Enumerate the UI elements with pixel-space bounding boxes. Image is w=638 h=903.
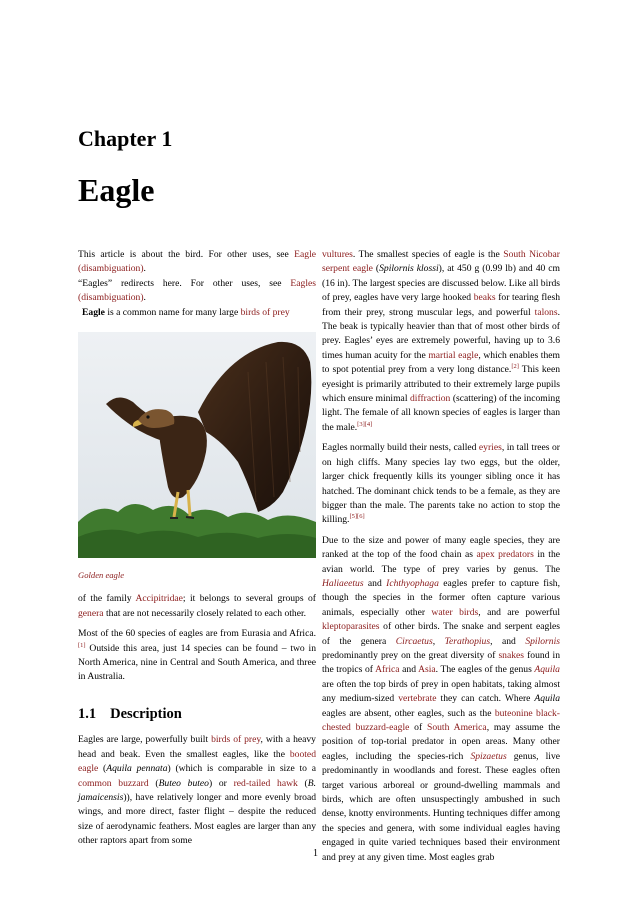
- link-asia[interactable]: Asia: [418, 664, 436, 676]
- link-vultures[interactable]: vultures: [322, 249, 353, 260]
- link-diffraction[interactable]: diffraction: [410, 393, 451, 405]
- link-haliaeetus[interactable]: Haliaeetus: [322, 577, 364, 589]
- family-paragraph: of the family Accipitridae; it belongs to several groups of genera that are not necessarily closely related to each other.: [78, 593, 316, 619]
- link-eagle-disambiguation[interactable]: Eagle (disambiguation): [78, 249, 316, 275]
- link-buteonine[interactable]: buteonine: [494, 707, 533, 719]
- left-column: [78, 248, 316, 849]
- link-aquila[interactable]: Aquila: [534, 664, 560, 676]
- link-snakes[interactable]: snakes: [498, 649, 525, 661]
- eagle-illustration: [78, 332, 316, 558]
- link-martial-eagle[interactable]: martial eagle: [428, 349, 479, 361]
- link-spizaetus[interactable]: Spizaetus: [470, 750, 507, 762]
- hatnote-eagles: “Eagles” redirects here. For other uses, see Eagles (disambiguation).: [78, 277, 316, 304]
- hatnote-eagle: This article is about the bird. For other uses, see Eagle (disambiguation).: [78, 249, 316, 275]
- link-black-chested-buzzard-eagle[interactable]: black-chested buzzard-eagle: [322, 707, 560, 733]
- citation-3-4[interactable]: [3][4]: [357, 420, 373, 428]
- predation-paragraph: Due to the size and power of many eagle species, they are ranked at the top of the food chain as apex predators in the avian world. The type of prey varies by genus. The Haliaeetus and Ichthyophaga eagles prefer to capture fish, though the species in the former often capture various animals, especially other water birds, and are powerful kleptoparasites of other birds. The snake and serpent eagles of the genera Circaetus, Terathopius, and Spilornis predominantly prey on the great diversity of snakes found in the tropics of Africa and Asia. The eagles of the genus Aquila are often the top birds of prey in open habitats, taking almost any medium-sized vertebrate they can catch. Where Aquila eagles are absent, other eagles, such as the buteonine black-chested buzzard-eagle of South America, may assume the position of top-torial predator in open areas. Many other eagles, including the species-rich Spizaetus genus, live predominantly in woodlands and forest. These eagles often target various arboreal or ground-dwelling mammals and birds, which are often unsuspectingly ambushed in such dense, knotty environments. Hunting techniques differ among the species and genera, with some individual eagles having engaged in quite varied techniques based their environment and prey at any given time. Most eagles grab: [322, 534, 561, 863]
- section-heading-description: 1.1 Description: [78, 705, 182, 722]
- link-vertebrate[interactable]: vertebrate: [398, 693, 437, 705]
- citation-1[interactable]: [1]: [78, 641, 86, 649]
- right-column: [322, 248, 560, 865]
- link-accipitridae[interactable]: Accipitridae: [135, 593, 183, 605]
- nesting-paragraph: Eagles normally build their nests, called eyries, in tall trees or on high cliffs. Many species lay two eggs, but the older, larger chick frequently kills its younger sibling once it has hatched. The dominant chick tends to be a female, as they are bigger than the male. The parents take no action to stop the killing.[5][6]: [322, 442, 561, 526]
- link-south-nicobar-serpent-eagle[interactable]: South Nicobar serpent eagle: [322, 249, 560, 275]
- link-beaks[interactable]: beaks: [473, 292, 496, 304]
- link-water-birds[interactable]: water birds: [431, 606, 479, 618]
- citation-5-6[interactable]: [5][6]: [349, 513, 365, 521]
- chapter-title: Eagle: [78, 172, 155, 208]
- link-talons[interactable]: talons: [534, 306, 558, 318]
- anatomy-paragraph: vultures. The smallest species of eagle is the South Nicobar serpent eagle (Spilornis klossi), at 450 g (0.99 lb) and 40 cm (16 in). The largest species are discussed below. Like all birds of prey, eagles have very large hooked beaks for tearing flesh from their prey, strong muscular legs, and powerful talons. The beak is typically heavier than that of most other birds of prey. Eagles’ eyes are extremely powerful, having up to 3.6 times human acuity for the martial eagle, which enables them to spot potential prey from a very long distance.[2] This keen eyesight is primarily attributed to their extremely large pupils which ensure minimal diffraction (scattering) of the incoming light. The female of all known species of eagles is larger than the male.[3][4]: [322, 249, 561, 433]
- link-africa[interactable]: Africa: [375, 664, 400, 676]
- link-common-buzzard[interactable]: common buzzard: [78, 777, 149, 789]
- golden-eagle-photo: [78, 332, 316, 558]
- description-paragraph: Eagles are large, powerfully built birds of prey, with a heavy head and beak. Even the smallest eagles, like the booted eagle (Aquila pennata) (which is comparable in size to a common buzzard (Buteo buteo) or red-tailed hawk (B. jamaicensis)), have relatively longer and more evenly broad wings, and more direct, faster flight – despite the reduced size of aerodynamic feathers. Most eagles are larger than any other raptors apart from some: [78, 734, 317, 847]
- page-number: 1: [313, 848, 318, 859]
- link-birds-of-prey[interactable]: birds of prey: [240, 306, 290, 318]
- link-eagles-disambiguation[interactable]: Eagles (disambiguation): [78, 277, 316, 304]
- intro-paragraph: Eagle is a common name for many large birds of prey: [82, 306, 290, 318]
- chapter-label: Chapter 1: [78, 126, 173, 151]
- link-terathopius[interactable]: Terathopius: [444, 635, 491, 647]
- link-spilornis[interactable]: Spilornis: [525, 635, 560, 647]
- link-ichthyophaga[interactable]: Ichthyophaga: [386, 577, 439, 589]
- link-circaetus[interactable]: Circaetus: [395, 635, 433, 647]
- link-red-tailed-hawk[interactable]: red-tailed hawk: [233, 777, 298, 789]
- link-eyries[interactable]: eyries: [478, 442, 502, 454]
- link-kleptoparasites[interactable]: kleptoparasites: [322, 621, 380, 633]
- link-genera[interactable]: genera: [78, 607, 104, 619]
- citation-2[interactable]: [2]: [511, 363, 519, 371]
- link-birds-of-prey-2[interactable]: birds of prey: [211, 734, 261, 746]
- figure-caption: Golden eagle: [78, 570, 125, 581]
- link-booted-eagle[interactable]: booted eagle: [78, 748, 316, 775]
- distribution-paragraph: Most of the 60 species of eagles are from Eurasia and Africa.[1] Outside this area, just 14 species can be found – two in North America, nine in Central and South America, and three in Australia.: [78, 628, 316, 683]
- link-south-america[interactable]: South America: [426, 722, 487, 733]
- link-apex-predators[interactable]: apex predators: [476, 549, 534, 561]
